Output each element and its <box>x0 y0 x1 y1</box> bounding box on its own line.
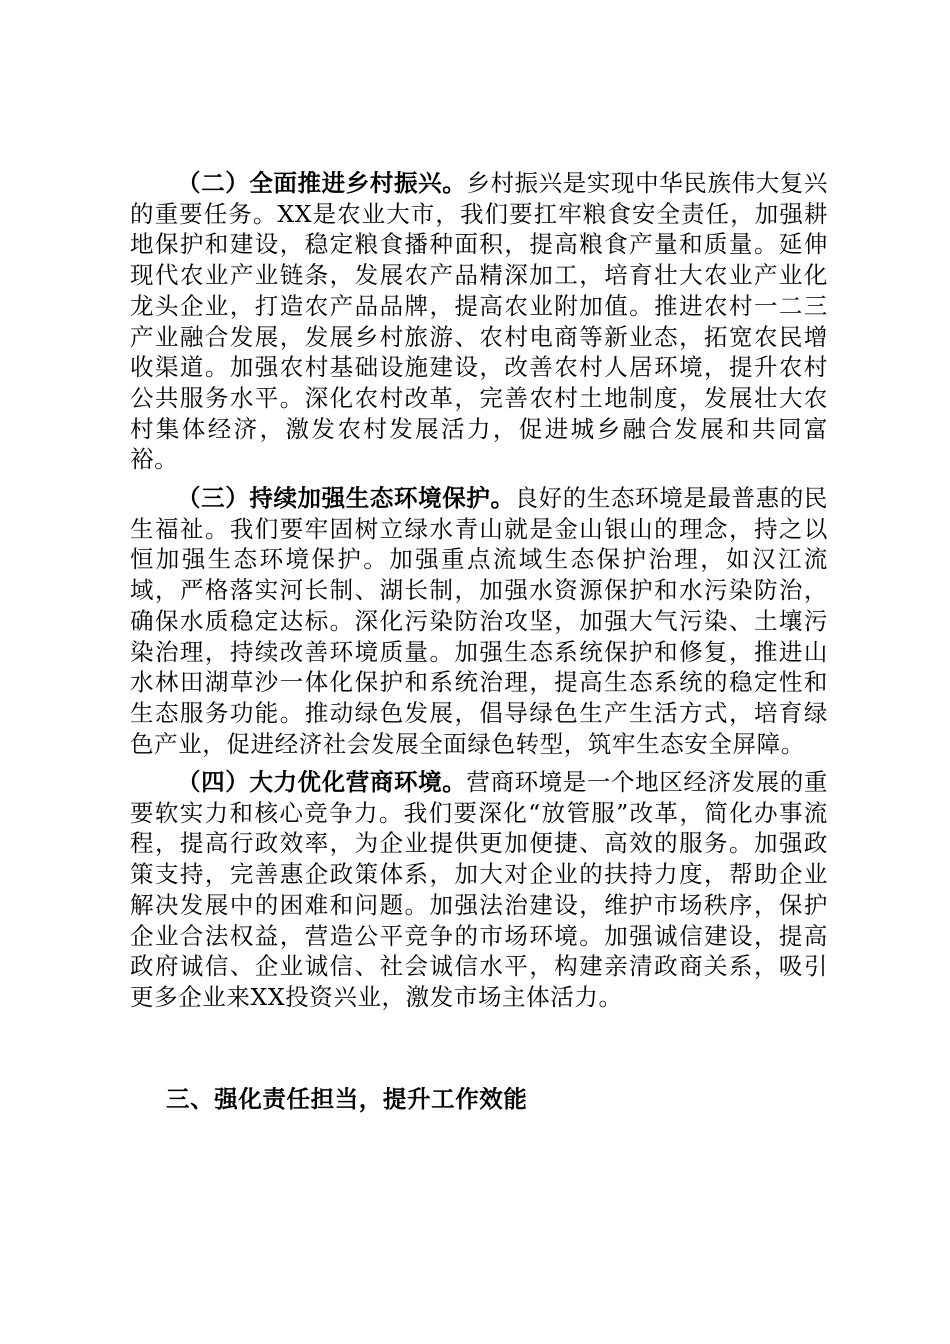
paragraph-rural-revitalization <box>130 168 828 475</box>
paragraph-heading: （四）大力优化营商环境。 <box>177 768 467 796</box>
paragraph-heading: （二）全面推进乡村振兴。 <box>177 169 467 197</box>
paragraph-ecological-protection <box>130 483 828 759</box>
paragraph-body: 营商环境是一个地区经济发展的重要软实力和核心竞争力。我们要深化“放管服”改革，简化办事流程，提高行政效率，为企业提供更加便捷、高效的服务。加强政策支持，完善惠企政策体系，加大对企业的扶持力度，帮助企业解决发展中的困难和问题。加强法治建设，维护市场秩序，保护企业合法权益，营造公平竞争的市场环境。加强诚信建设，提高政府诚信、企业诚信、社会诚信水平，构建亲清政商关系，吸引更多企业来XX投资兴业，激发市场主体活力。 <box>130 768 829 1011</box>
paragraph-body: 乡村振兴是实现中华民族伟大复兴的重要任务。XX是农业大市，我们要扛牢粮食安全责任，加强耕地保护和建设，稳定粮食播种面积，提高粮食产量和质量。延伸现代农业产业链条，发展农产品精深加工，培育壮大农业产业化龙头企业，打造农产品品牌，提高农业附加值。推进农村一二三产业融合发展，发展乡村旅游、农村电商等新业态，拓宽农民增收渠道。加强农村基础设施建设，改善农村人居环境，提升农村公共服务水平。深化农村改革，完善农村土地制度，发展壮大农村集体经济，激发农村发展活力，促进城乡融合发展和共同富裕。 <box>130 169 829 474</box>
paragraph-heading: （三）持续加强生态环境保护。 <box>177 484 515 512</box>
paragraph-business-environment <box>130 767 828 1013</box>
section-heading: 三、强化责任担当，提升工作效能 <box>166 1085 528 1113</box>
paragraph-body: 良好的生态环境是最普惠的民生福祉。我们要牢固树立绿水青山就是金山银山的理念，持之以恒加强生态环境保护。加强重点流域生态保护治理，如汉江流域，严格落实河长制、湖长制，加强水资源保护和水污染防治，确保水质稳定达标。深化污染防治攻坚，加强大气污染、土壤污染治理，持续改善环境质量。加强生态系统保护和修复，推进山水林田湖草沙一体化保护和系统治理，提高生态系统的稳定性和生态服务功能。推动绿色发展，倡导绿色生产生活方式，培育绿色产业，促进经济社会发展全面绿色转型，筑牢生态安全屏障。 <box>130 484 828 758</box>
